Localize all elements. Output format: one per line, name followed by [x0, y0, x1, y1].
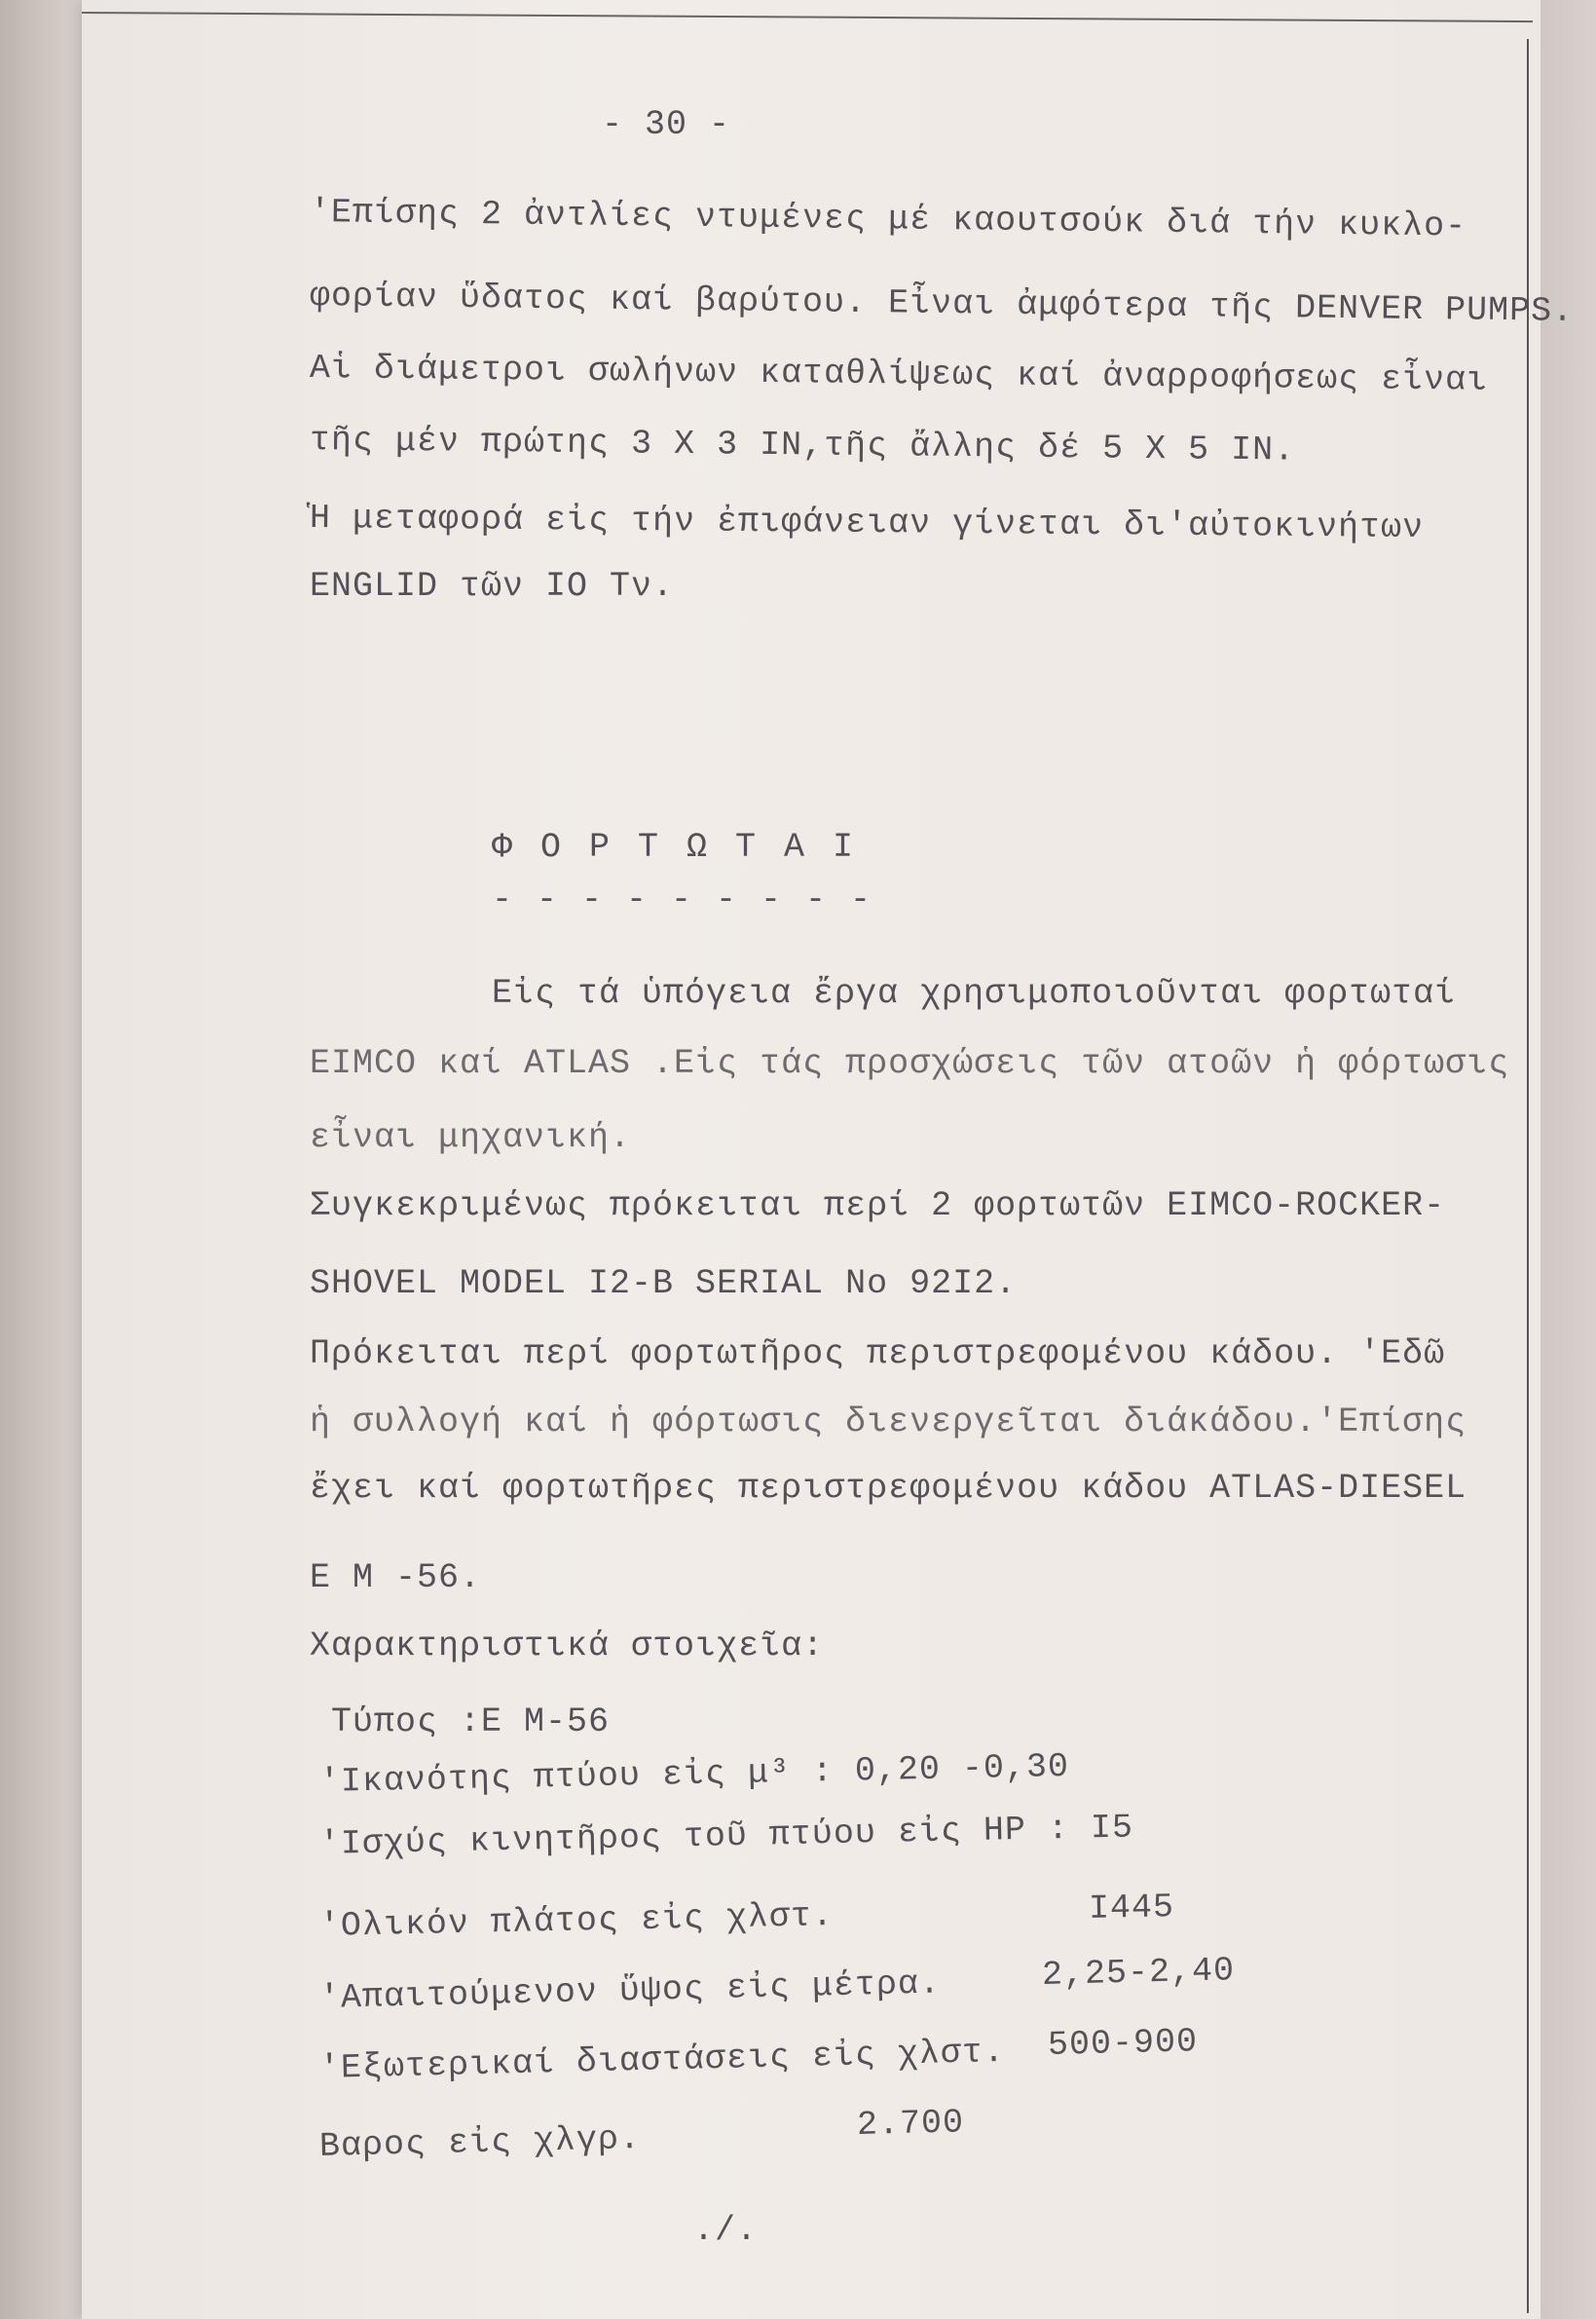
spec-label-weight: Βαρος εἰς χλγρ.	[318, 2118, 642, 2166]
paragraph1-line-6: ENGLID τῶν ΙΟ Τν.	[310, 567, 675, 606]
spec-label-type: Τύπος :Ε Μ-56	[331, 1702, 611, 1741]
paragraph2-line-9: E M -56.	[310, 1558, 482, 1597]
spec-value-height: 2,25-2,40	[1041, 1951, 1236, 1995]
paragraph2-line-7: ἡ συλλογή καί ἡ φόρτωσις διενεργεῖται διάκάδου.'Επίσης	[310, 1403, 1467, 1441]
paragraph2-line-5: SHOVEL MODEL I2-B SERIAL No 92I2.	[310, 1264, 1018, 1303]
binding-edge	[0, 0, 82, 2319]
spec-label-dimensions: 'Εξωτερικαί διαστάσεις εἰς χλστ.	[318, 2032, 1006, 2088]
paragraph1-line-5: Ἡ μεταφορά εἰς τήν ἐπιφάνειαν γίνεται δι'αὐτοκινήτων	[309, 499, 1425, 547]
spec-label-capacity: 'Ικανότης πτύου εἰς μ³ : 0,20 -0,30	[318, 1746, 1070, 1802]
spec-value-weight: 2.700	[856, 2103, 965, 2145]
paragraph1-line-1: 'Επίσης 2 ἀντλίες ντυμένες μέ καουτσούκ διά τήν κυκλο-	[309, 193, 1467, 246]
spec-value-width: I445	[1088, 1888, 1175, 1928]
right-margin	[1540, 0, 1596, 2319]
paragraph2-line-2: EIMCO καί ATLAS .Εἰς τάς προσχώσεις τῶν ατοῶν ἡ φόρτωσις	[310, 1044, 1510, 1083]
spec-label-width: 'Ολικόν πλάτος εἰς χλστ.	[318, 1895, 835, 1946]
spec-label-power: 'Ισχύς κινητῆρος τοῦ πτύου εἰς HP : I5	[318, 1808, 1134, 1864]
spec-value-dimensions: 500-900	[1047, 2022, 1199, 2065]
paragraph1-line-2: φορίαν ὕδατος καί βαρύτου. Εἶναι ἀμφότερα τῆς DENVER PUMPS.	[309, 277, 1575, 331]
section-underline: - - - - - - - - -	[492, 880, 873, 919]
paragraph1-line-4: τῆς μέν πρώτης 3 Χ 3 ΙΝ,τῆς ἄλλης δέ 5 Χ 5 ΙΝ.	[309, 421, 1296, 470]
page-frame-right	[1527, 39, 1529, 2313]
paragraph2-line-4: Συγκεκριμένως πρόκειται περί 2 φορτωτῶν EIMCO-ROCKER-	[310, 1186, 1446, 1225]
section-title: Φ Ο Ρ Τ Ω Τ Α Ι	[492, 828, 858, 867]
paragraph2-line-3: εἶναι μηχανική.	[310, 1118, 632, 1157]
paragraph1-line-3: Αἱ διάμετροι σωλήνων καταθλίψεως καί ἀναρροφήσεως εἶναι	[309, 349, 1489, 400]
paragraph2-line-8: ἔχει καί φορτωτῆρες περιστρεφομένου κάδου ATLAS-DIESEL	[310, 1469, 1467, 1508]
specs-heading: Χαρακτηριστικά στοιχεῖα:	[310, 1627, 825, 1665]
continuation-mark: ./.	[693, 2211, 759, 2250]
paragraph2-line-6: Πρόκειται περί φορτωτῆρος περιστρεφομένου κάδου. 'Εδῶ	[310, 1334, 1446, 1373]
spec-label-height: 'Απαιτούμενον ὕψος εἰς μέτρα.	[318, 1964, 942, 2018]
page-number: - 30 -	[602, 105, 731, 144]
paragraph2-line-1: Εἰς τά ὑπόγεια ἔργα χρησιμοποιοῦνται φορτωταί	[492, 974, 1457, 1013]
